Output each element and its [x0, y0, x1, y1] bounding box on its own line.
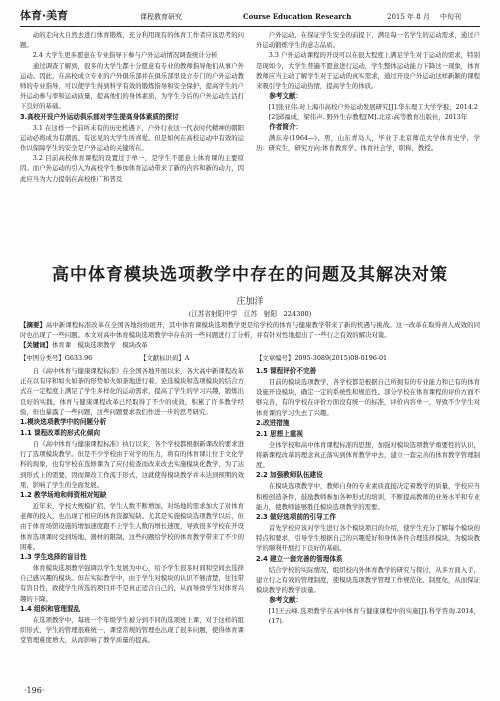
- references-heading: 参考文献：: [269, 92, 303, 101]
- reference-entry: [2]邱福成，梁伟声. 野外生存教程[M].北京:高等教育出版社，2013年: [268, 112, 468, 121]
- article-heading: [20, 246, 480, 364]
- section-heading: 2.改进措施: [256, 418, 290, 427]
- reference-entry: [1]张亚伟.对上海市高校户外运动发展研究[J].华东理工大学学报，2014.2: [268, 102, 478, 111]
- keywords-text: 体育课 模块选项教学 模块改革: [51, 341, 148, 350]
- paragraph: 动的走向大自然去进行体育锻炼，充分利用现有的体育工作者应该思考的问题。: [20, 31, 244, 50]
- paragraph: 户外运动，在保证学生安全的前提下，满足每一名学生的运动需求，通过户外运动锻炼学生的意志品质。: [256, 31, 480, 50]
- previous-article-right-column: [256, 30, 480, 244]
- abstract-text: 高中新课程标准改革在全国各地纷纷展开，其中体育课模块选项教学更是给学校的体育与健康教学带来了新的机遇与挑战。这一改革在取得喜人成效的同时也出现了一些问题。本文对高中体育模块选项教学中存在的一些问题进行了分析，并有针对性地提出了一些行之有效的解决对策。: [20, 321, 480, 340]
- journal-name-cn: 课程教育研究: [140, 13, 182, 21]
- section-heading: 1.2 教学场地和师资相对短缺: [20, 491, 107, 500]
- paragraph: 全体学校和高中体育课程标准的思想，加强对模块选项教学重要性的认识，将新课程改革的理念真正落实到体育教学中去，建立一套完善的体育教学管理制度。: [256, 440, 480, 470]
- issue-date: 2015 年 8 月: [387, 13, 430, 21]
- references-heading: 参考文献：: [269, 596, 303, 605]
- paragraph: 自《高中体育与健康课程标准》执行以来，各个学校都根据新课改的要求进行了选项模块教学。但是不少学校由于对学的压力，将有的体育课让位于文化学科的现象，也有学校在选修课为了应付检查而改来改去实施模块化教学，为了达到形式上的需要，因而课改工作流于形式，这就使得模块教学并未达到预期的效果，影响了学生的全面发展。: [20, 440, 244, 489]
- section-heading: 2.1 思想上重视: [256, 429, 303, 438]
- previous-article: [20, 30, 480, 244]
- article-body: [20, 366, 480, 684]
- paragraph: 通过调查了解到，很多的大学生都十分愿意有专业的教师指导他们从事户外运动。因此，在高校成立专业的户外俱乐部并在俱乐部里设立专门的户外运动教师的专业指导，可以使学生得到科学有效的锻炼指导和安全保护，提高学生的户外运动参与率和运动质量，提高他们的身体素质，为学生今后的户外运动生活打下良好的基础。: [20, 61, 244, 111]
- paragraph: 体育模块选项教学强调以学生发展为中心，给予学生很多时间和空间去选择自己感兴趣的模块。但在实际教学中，由于学生对模块的认识不够清楚，往往带有盲目性，致使学生所选的项目并不是真正适合自己的，从而导致学生对体育兴趣的下降。: [20, 564, 244, 603]
- section-heading: 2.3 做好选项前的引导工作: [256, 513, 336, 522]
- magazine-name: 体育·美育: [20, 9, 69, 22]
- document-code: 【文献标识码】A: [140, 354, 190, 362]
- paragraph: 近年来，学校大规模扩招、学生人数不断增加，对场地的需求加大了对体育老师的投入，也出现了相应的体育资源短缺。尤其是实施模块选项教学以后，但由于体育场馆设施的增加速度跟不上学生人数的增长速度，导致很多学校在开设体育选项课时受到场地、器材的限制，这些问题给学校的体育教学带来了不少的困难。: [20, 502, 244, 551]
- paragraph: 在模块选项教学中，教师自身的专业素质直接决定着教学的质量，学校应当积极创造条件，鼓励教师参加各种形式的培训，不断提高教师的业务水平和专业能力，使教师能够胜任模块选项教学的需要。: [256, 482, 480, 511]
- article-id: 【文章编号】2095-3089(2015)08-0196-01: [256, 354, 388, 362]
- section-heading: 1.模块选项教学中的问题分析: [20, 418, 107, 427]
- clc-number: 【中图分类号】G633.96: [20, 354, 93, 362]
- section-heading: 1.5 课程评价不完善: [256, 367, 317, 375]
- author-affiliation: (江苏省射阳中学 江苏 射阳 224300): [188, 310, 312, 318]
- abstract: [20, 320, 480, 340]
- journal-name-en: Course Education Research: [243, 12, 352, 21]
- paragraph: 结合学校的实际情况，组织校内外体育教学的研究与探讨，从多方面入手，建立行之有效的管理制度，使模块选项教学管理工作规范化、制度化，从而保证模块教学的教学质量。: [256, 565, 480, 595]
- paragraph: 自《高中体育与健康课程标准》在全国各地开展以来，各大高中新课程改革正在以有序和如火如荼的形势如火如荼地进行着。论选模块和选项模块的结合方式在一定程度上满足了学生多样化的运动需求，提高了学生的学习兴趣，锻炼出良好的实践，体育与健康课程改革已经取得了不少的成效，积累了许多教学经验，但也暴露了一些问题，这些问题要求我们作进一步的思考研究。: [20, 367, 244, 416]
- article-right-column: [256, 366, 480, 684]
- issue-label: 中旬刊: [440, 13, 461, 21]
- reference-entry: [1]王云峰.选项教学在高中体育与健康课程中的实施[J].科学咨询.2014，(17).: [268, 606, 480, 625]
- paragraph: 3.2 目前高校体育课程的设置过于单一，是学生不愿意上体育课的主要原因。而户外运动的引入为高校学生参加体育运动带来了新的内容和新的动力，因此应当为大力提倡在高校推广和普及: [20, 154, 244, 183]
- abstract-label: 【摘要】: [20, 321, 46, 329]
- article-author: 庄加洋: [236, 297, 264, 307]
- paragraph: 目前的模块选项教学，各学校都是根据自己所拥有的专业能力和已有的体育设施开设模块，确定一定的系统性和规范性。部分学校在体育课程的评价方面不够完善，有的学校在评价方面没有统一的标准，评价内容单一，导致不少学生对体育课的学习失去了兴趣。: [256, 378, 480, 417]
- keywords: [20, 340, 480, 350]
- paragraph: 2.4 大学生更多愿意在专业指导下参与户外运动情况调查统计分析: [32, 51, 218, 60]
- article-title: 高中体育模块选项教学中存在的问题及其解决对策: [52, 265, 448, 285]
- previous-article-left-column: [20, 30, 244, 244]
- paragraph: 在选项教学中，每班一个年级学生被分到不同的选项班上课，对于这样的组织形式，学生的管理很难统一，课堂常规的管理也出现了很多问题，使得体育课堂管理难度增大，从而影响了教学质量的提高。: [20, 615, 244, 645]
- section-heading: 2.4 建立一套完善的管理体系: [256, 554, 343, 563]
- section-heading: 2.2 加强教师队伍建设: [256, 471, 323, 480]
- abstract-block: [20, 320, 480, 351]
- section-heading: 1.4 组织和管理混乱: [20, 604, 81, 613]
- article-left-column: [20, 366, 244, 684]
- paragraph: 满东寿(1964—)，男，山东青岛人，毕业于北京师范大学体育史学，学历：研究生，研究方向:体育教育学、体育社会学，职称，教授。: [256, 133, 480, 152]
- paragraph: 3.3 户外运动课程的开设可以在很大程度上满足学生对于运动的需求，特别是现如今，大学生普遍不愿意进行运动，学生整体运动能力下降这一现象，体育教师应当主动了解学生对于运动的真实需求，通过开设户外运动这样新颖的课程来吸引学生的运动热情，提高学生的体质。: [256, 51, 480, 91]
- paragraph: 3.1 在这样一个前所未有的历史机遇下，户外行业这一代表时代精神的朝阳运动必将成为有潮流、有远见的大学生所喜爱。但是如何在高校运动中有效的运作以保障学生的安全是户外运动的关键所在。: [20, 123, 244, 153]
- section-heading: 3.高校开设户外运动俱乐部对学生提高身体素质的探讨: [20, 112, 179, 121]
- section-heading: 1.3 学生选择的盲目性: [20, 553, 87, 562]
- section-heading: 1.1 课程改革的形式化倾向: [20, 429, 100, 438]
- keywords-label: 【关键词】: [20, 341, 52, 350]
- page-number: ·196·: [24, 686, 45, 695]
- references-heading: 作者简介：: [269, 123, 303, 132]
- running-header: [20, 6, 480, 27]
- paragraph: 首先学校应该对学生进行各个模块项目的介绍，使学生充分了解每个模块的特点和要求，引导学生根据自己的兴趣爱好和身体条件合理选择模块，为模块教学的顺利开展打下良好的基础。: [256, 524, 480, 553]
